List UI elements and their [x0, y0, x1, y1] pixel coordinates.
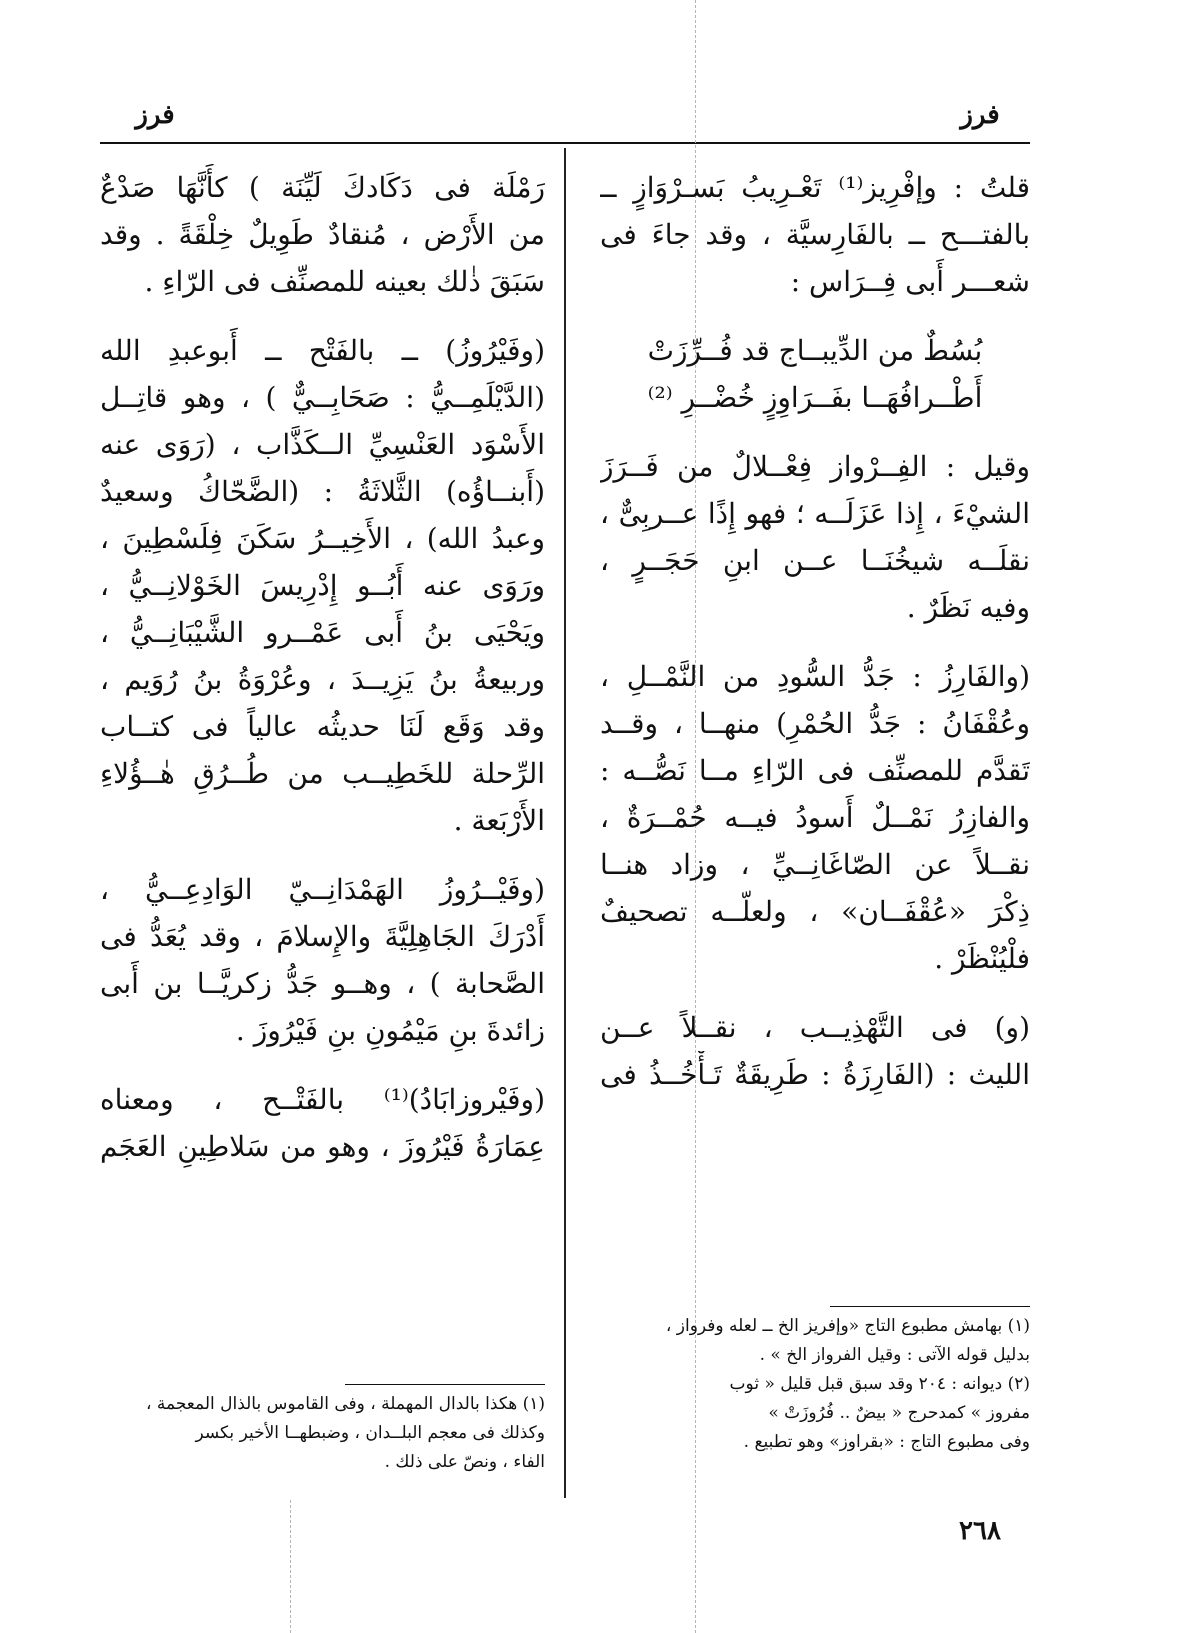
header-root-word-right: فرز [960, 100, 1000, 130]
paragraph-gap [100, 305, 545, 327]
footnote-rule [345, 1384, 545, 1385]
column-divider [564, 148, 566, 1498]
text-line: فلْيُنْظَرْ . [934, 942, 1030, 975]
left-column [100, 164, 545, 1170]
header-root-word-left: فرز [135, 100, 175, 130]
text-line: تَقدَّم للمصنِّف فى الرّاءِ مــا نَصُّــه : [600, 754, 1030, 787]
text-line: وعُقْفَانُ : جَدُّ الحُمْرِ) منهــا ، وقــد [600, 707, 1030, 740]
verse-line: أَطْــرافُهَــا بفَــرَاوِزٍ خُضْــرِ ⁽²⁾ [647, 381, 983, 414]
page-number: ٢٦٨ [959, 1516, 1001, 1546]
paragraph-gap [600, 421, 1030, 443]
text-line: شعـــر أَبى فِــرَاس : [790, 265, 1030, 298]
text-line: ورَوَى عنه أَبُــو إِدْرِيسَ الخَوْلانِــيُّ ، [100, 569, 545, 602]
footnote-line: (١) بهامش مطبوع التاج «وإفريز الخ ــ لعله وفرواز ، [665, 1316, 1030, 1336]
text-line: عِمَارَةُ فَيْرُوزَ ، وهو من سَلاطِينِ العَجَم [100, 1130, 545, 1163]
footnote-line: مفروز » كمدحرج « بيضٌ .. فُرُوزَتْ » [768, 1403, 1030, 1423]
footnotes-right [600, 1312, 1030, 1457]
text-line: (وفَيْرُوزُ) ــ بالفَتْح ــ أَبوعبدِ الله [100, 334, 545, 367]
text-line: نقــلاً عن الصّاغَانِــيِّ ، وزاد هنــا [600, 848, 1030, 881]
text-line: قلتُ : وإفْرِيز⁽¹⁾ تَعْـرِيبُ بَسـرْوَازٍ ــ [600, 171, 1030, 204]
text-line: (و) فى التَّهْذِيــب ، نقــلاً عــن [600, 1011, 1030, 1044]
text-line: بالفتـــح ــ بالفَارِسيَّة ، وقد جاءَ فى [600, 218, 1030, 251]
text-line: (والفَارِزُ : جَدُّ السُّودِ من النَّمْــلِ ، [600, 660, 1030, 693]
text-line: الأَرْبَعة . [453, 804, 545, 837]
right-column [600, 164, 1030, 1098]
text-line: وقد وَقَع لَنَا حديثُه عالياً فى كتــاب [100, 710, 545, 743]
paragraph-gap [600, 631, 1030, 653]
footnote-line: وكذلك فى معجم البلــدان ، وضبطهــا الأخير بكسر [195, 1423, 545, 1443]
text-line: الصَّحابة ) ، وهــو جَدُّ زكريَّــا بن أَبى [100, 967, 545, 1000]
text-line: الشيْءَ ، إِذا عَزَلَــه ؛ فهو إِذًا عــربِىٌّ ، [600, 497, 1030, 530]
text-line: الأَسْوَد العَنْسِيِّ الــكَذَّاب ، (رَوَى عنه [100, 428, 545, 461]
text-line: (وفَيْروزابَادُ)⁽¹⁾ بالفَتْــح ، ومعناه [100, 1083, 545, 1116]
text-line: ذِكْرَ «عُقْفَــان» ، ولعلّــه تصحيفٌ [600, 895, 1030, 928]
text-line: (أَبنــاؤُه) الثَّلاثَةُ : (الضَّحّاكُ وسعيدٌ [100, 475, 545, 508]
header-rule [100, 142, 1030, 144]
footnote-line: (٢) ديوانه : ٢٠٤ وقد سبق قبل قليل « ثوب [729, 1374, 1030, 1394]
footnotes-left [100, 1390, 545, 1477]
footnote-rule [830, 1306, 1030, 1307]
text-line: سَبَقَ ذٰلك بعينه للمصنِّف فى الرّاءِ . [144, 265, 545, 298]
paragraph-gap [100, 1054, 545, 1076]
paragraph-gap [100, 844, 545, 866]
footnote-line: الفاء ، ونصّ على ذلك . [384, 1452, 545, 1472]
text-line: (وفَيْــرُوزُ الهَمْدَانِــيّ الوَادِعِــيُّ ، [100, 873, 545, 906]
text-line: الرِّحلة للخَطِيــب من طُــرُقِ هٰــؤُلاءِ [100, 757, 545, 790]
paragraph-gap [600, 305, 1030, 327]
text-line: وعبدُ الله) ، الأَخِيــرُ سَكَنَ فِلَسْطِينَ ، [100, 522, 545, 555]
text-line: الليث : (الفَارِزَةُ : طَرِيقَةٌ تَـأْخُــذُ فى [600, 1058, 1030, 1091]
text-line: وربيعةُ بنُ يَزِيــدَ ، وعُرْوَةُ بنُ رُوَيم ، [100, 663, 545, 696]
text-line: أَدْرَكَ الجَاهِلِيَّةَ والإِسلامَ ، وقد يُعَدُّ فى [100, 920, 545, 953]
verse-line: بُسُطٌ من الدِّيبــاج قد فُــرِّزَتْ [647, 334, 983, 367]
paragraph-gap [600, 982, 1030, 1004]
footnote-line: وفى مطبوع التاج : «بقراوز» وهو تطبيع . [743, 1432, 1030, 1452]
text-line: (الدَّيْلَمِــيُّ : صَحَابِــيٌّ ) ، وهو قاتِــل [100, 381, 545, 414]
text-line: وفيه نَظَرٌ . [906, 591, 1030, 624]
text-line: نقلَــه شيخُنَــا عــن ابنِ حَجَــرٍ ، [600, 544, 1030, 577]
text-line: من الأَرْض ، مُنقادٌ طَوِيلٌ خِلْقَةً . وقد [100, 218, 545, 251]
text-line: زائدةَ بنِ مَيْمُونِ بنِ فَيْرُوزَ . [235, 1014, 545, 1047]
text-line: والفازِرُ نَمْــلٌ أَسودُ فيــه حُمْــرَةٌ ، [600, 801, 1030, 834]
footnote-line: (١) هكذا بالدال المهملة ، وفى القاموس بالذال المعجمة ، [145, 1394, 545, 1414]
text-line: رَمْلَة فى دَكَادكَ لَيِّنَة ) كأَنَّهَا صَدْعٌ [100, 171, 545, 204]
text-line: ويَحْيَى بنُ أَبى عَمْــرو الشَّيْبَانِــيُّ ، [100, 616, 545, 649]
footnote-line: بدليل قوله الآتى : وقيل الفرواز الخ » . [759, 1345, 1030, 1365]
text-line: وقيل : الفِــرْواز فِعْــلالٌ من فَــرَزَ [600, 450, 1030, 483]
scan-fold-line [290, 1500, 291, 1633]
